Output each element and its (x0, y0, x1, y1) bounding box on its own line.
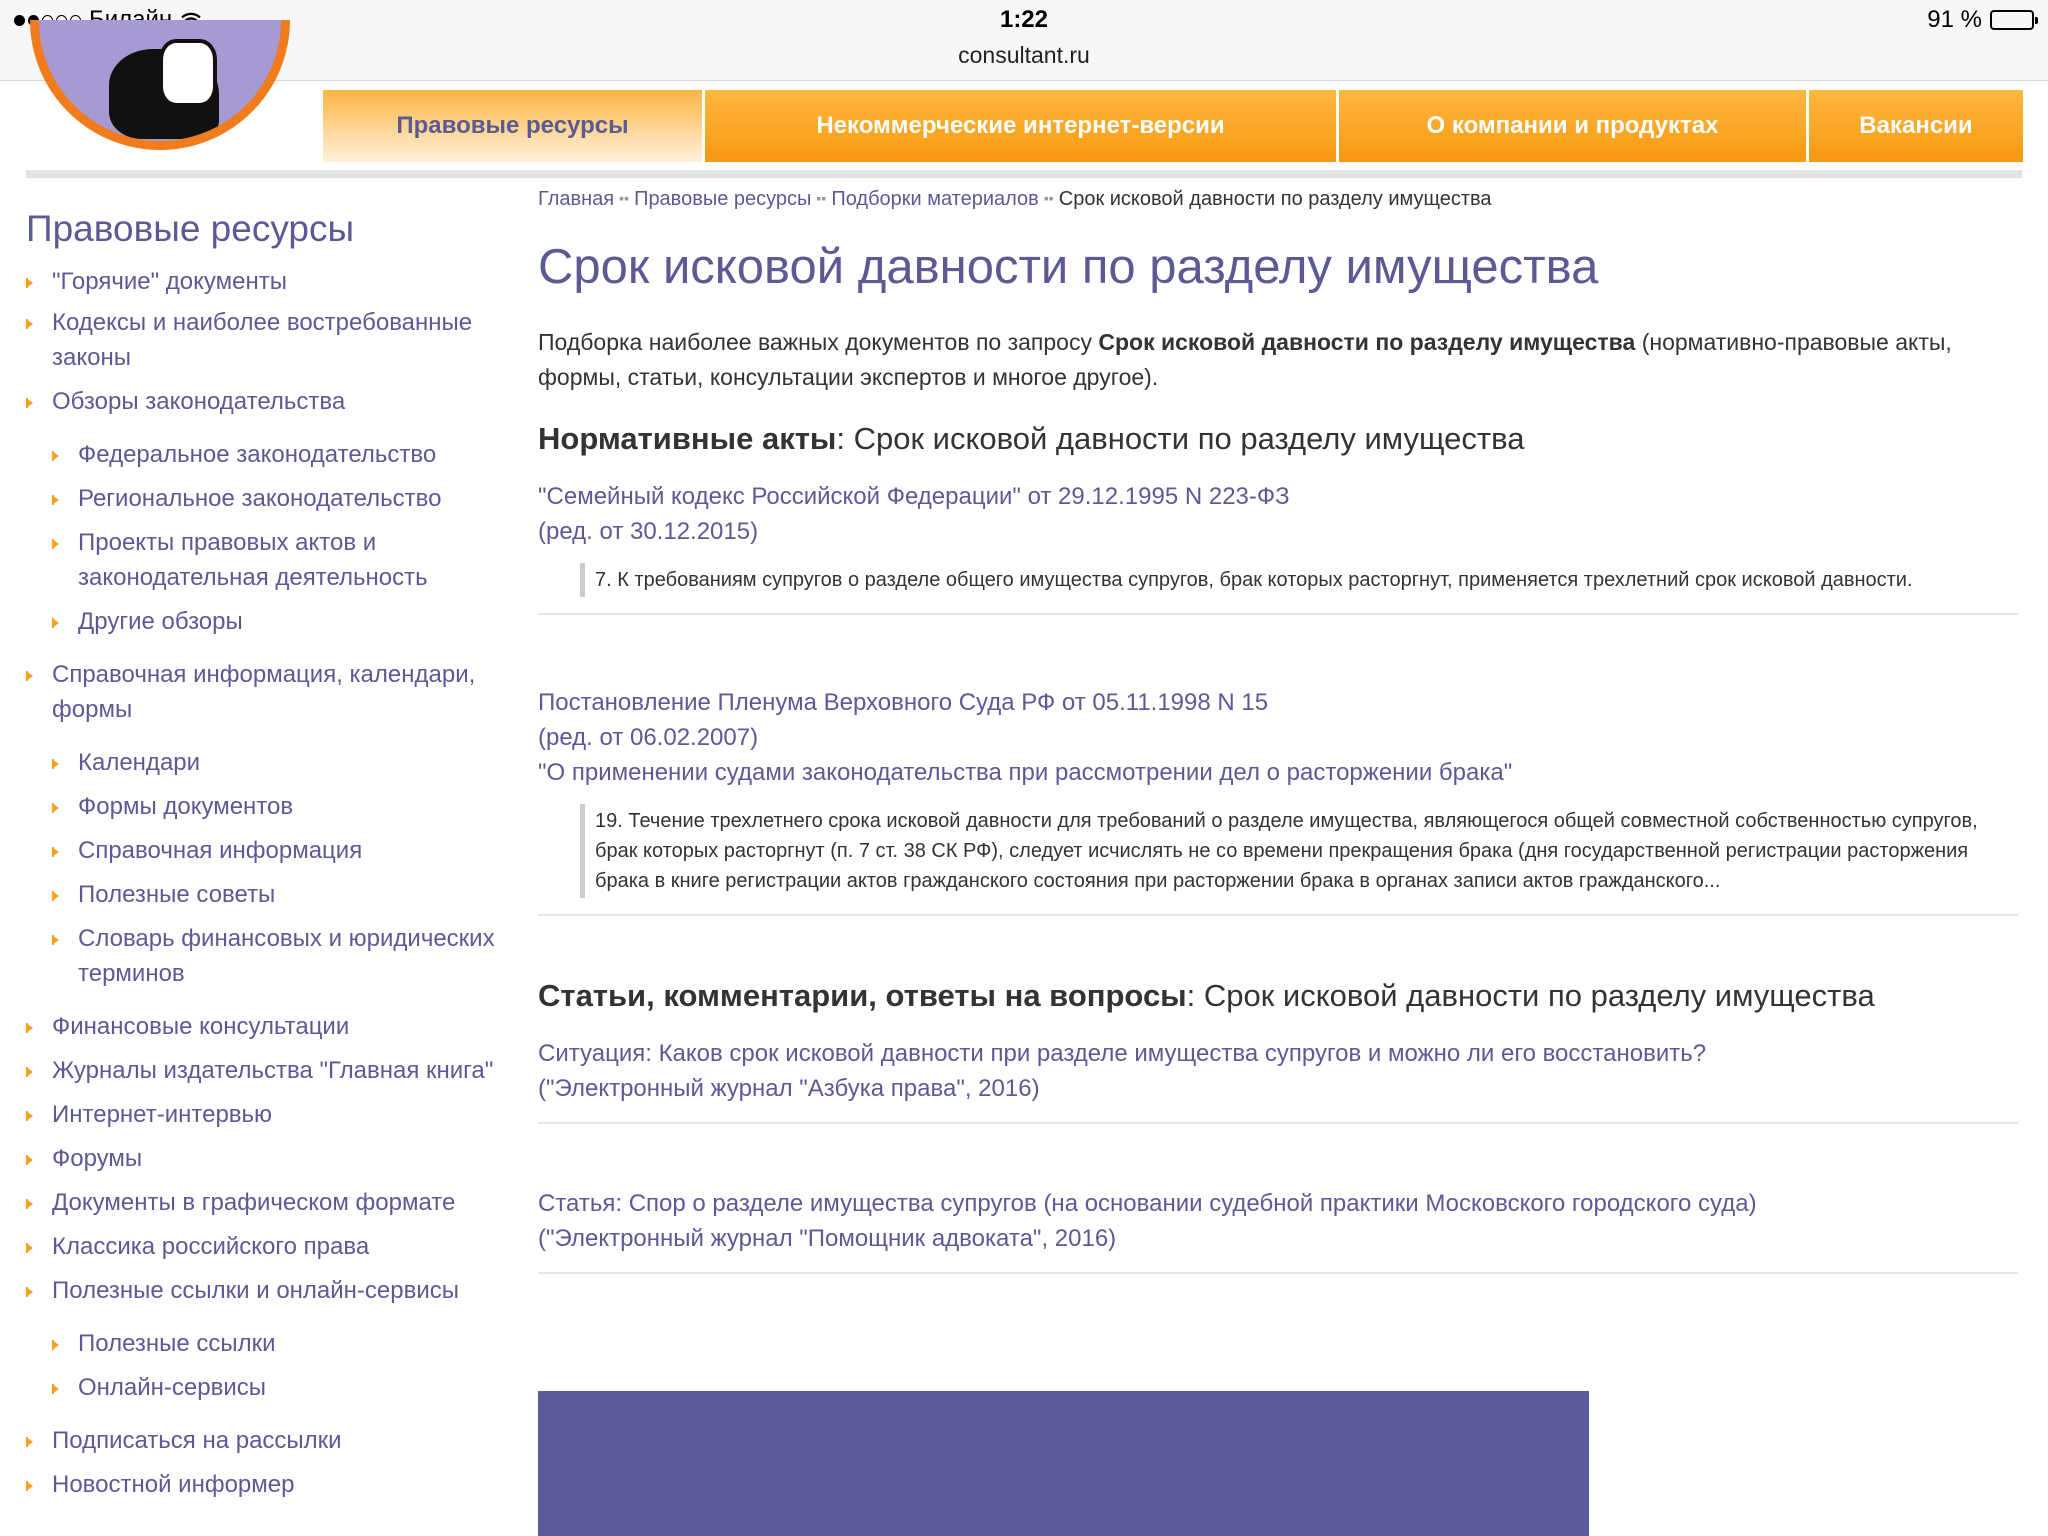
sidebar-item-other-reviews[interactable]: Другие обзоры (26, 604, 506, 639)
bullet-icon (26, 398, 35, 410)
bullet-icon (26, 1287, 35, 1299)
breadcrumb-collections[interactable]: Подборки материалов (831, 188, 1039, 210)
article-item (538, 1036, 2018, 1124)
document-link[interactable]: "О применении судами законодательства при рассмотрении дел о расторжении брака" (538, 759, 1513, 786)
sidebar-item-hot-docs[interactable]: "Горячие" документы (26, 264, 506, 299)
breadcrumb-home[interactable]: Главная (538, 188, 615, 210)
breadcrumb-current: Срок исковой давности по разделу имущества (1058, 188, 1492, 210)
nav-company-products[interactable]: О компании и продуктах (1339, 90, 1809, 162)
bullet-icon (52, 891, 61, 903)
bullet-icon (52, 803, 61, 815)
document-excerpt: 19. Течение трехлетнего срока исковой давности для требований о разделе имущества, являющегося общей совместной собственностью супругов, брак которых расторгнут (п. 7 ст. 38 СК РФ), следует исчислять не со времени прекращения брака (дня государственной регистрации расторжения брака в книге регистрации актов гражданского состояния при расторжении брака в органах записи актов гражданского... (580, 804, 2018, 898)
bullet-icon (26, 1067, 35, 1079)
document-item (538, 685, 2018, 916)
sidebar-item-federal[interactable]: Федеральное законодательство (26, 437, 506, 472)
divider (538, 613, 2018, 615)
sidebar-item-classics[interactable]: Классика российского права (26, 1229, 506, 1264)
nav-vacancies[interactable]: Вакансии (1809, 90, 2023, 162)
bullet-icon (26, 1199, 35, 1211)
sidebar-item-interviews[interactable]: Интернет-интервью (26, 1097, 506, 1132)
breadcrumb-separator-icon: ▪▪ (619, 190, 630, 206)
battery-percent: 91 % (1927, 6, 1982, 33)
bullet-icon (52, 935, 61, 947)
sidebar-item-journals[interactable]: Журналы издательства "Главная книга" (26, 1053, 506, 1088)
article-link[interactable]: ("Электронный журнал "Помощник адвоката", 2016) (538, 1225, 1117, 1252)
sidebar-item-glossary[interactable]: Словарь финансовых и юридических терминов (26, 921, 506, 991)
section-heading-articles: Статьи, комментарии, ответы на вопросы: Срок исковой давности по разделу имущества (538, 978, 1875, 1013)
sidebar-title: Правовые ресурсы (26, 208, 355, 249)
nav-noncommercial-versions[interactable]: Некоммерческие интернет-версии (705, 90, 1339, 162)
bullet-icon (52, 1384, 61, 1396)
sidebar-item-financial-consult[interactable]: Финансовые консультации (26, 1009, 506, 1044)
sidebar-item-reference-info[interactable]: Справочная информация, календари, формы (26, 657, 506, 727)
sidebar-menu (26, 264, 506, 1502)
bullet-icon (52, 847, 61, 859)
article-item (538, 1186, 2018, 1274)
bullet-icon (52, 1340, 61, 1352)
breadcrumb-separator-icon: ▪▪ (1043, 190, 1054, 206)
breadcrumb-separator-icon: ▪▪ (816, 190, 827, 206)
bullet-icon (26, 1437, 35, 1449)
header-divider (26, 170, 2022, 178)
bullet-icon (52, 451, 61, 463)
battery-info (1927, 6, 2034, 34)
sidebar-item-regional[interactable]: Региональное законодательство (26, 481, 506, 516)
document-link[interactable]: (ред. от 06.02.2007) (538, 724, 759, 751)
sidebar-item-document-forms[interactable]: Формы документов (26, 789, 506, 824)
divider (538, 1272, 2018, 1274)
intro-text: Подборка наиболее важных документов по запросу Срок исковой давности по разделу имущества (нормативно-правовые акты, формы, статьи, консультации экспертов и многое другое). (538, 329, 1952, 390)
nav-legal-resources[interactable]: Правовые ресурсы (323, 90, 705, 162)
section-heading-acts: Нормативные акты: Срок исковой давности по разделу имущества (538, 421, 1525, 456)
bullet-icon (26, 1481, 35, 1493)
sidebar-item-useful-links[interactable]: Полезные ссылки (26, 1326, 506, 1361)
bullet-icon (52, 539, 61, 551)
document-excerpt: 7. К требованиям супругов о разделе общего имущества супругов, брак которых расторгнут, применяется трехлетний срок исковой давности. (580, 563, 2018, 597)
sidebar (26, 208, 506, 1502)
sidebar-item-reference[interactable]: Справочная информация (26, 833, 506, 868)
promo-banner[interactable] (538, 1391, 1589, 1536)
bullet-icon (26, 1111, 35, 1123)
sidebar-item-subscribe[interactable]: Подписаться на рассылки (26, 1423, 506, 1458)
logo-emblem (30, 20, 290, 150)
page-title: Срок исковой давности по разделу имущества (538, 240, 1599, 294)
sidebar-item-useful-tips[interactable]: Полезные советы (26, 877, 506, 912)
document-link[interactable]: (ред. от 30.12.2015) (538, 518, 759, 545)
clock: 1:22 (999, 6, 1049, 33)
breadcrumb-legal-resources[interactable]: Правовые ресурсы (634, 188, 812, 210)
bullet-icon (26, 1023, 35, 1035)
document-link[interactable]: "Семейный кодекс Российской Федерации" от 29.12.1995 N 223-ФЗ (538, 483, 1290, 510)
bullet-icon (52, 618, 61, 630)
article-link[interactable]: Ситуация: Каков срок исковой давности при разделе имущества супругов и можно ли его восстановить? (538, 1040, 1707, 1067)
sidebar-item-news-informer[interactable]: Новостной информер (26, 1467, 506, 1502)
sidebar-item-graphic-docs[interactable]: Документы в графическом формате (26, 1185, 506, 1220)
bullet-icon (26, 1243, 35, 1255)
sidebar-item-draft-acts[interactable]: Проекты правовых актов и законодательная деятельность (26, 525, 506, 595)
sidebar-item-links-services[interactable]: Полезные ссылки и онлайн-сервисы (26, 1273, 506, 1308)
sidebar-item-online-services[interactable]: Онлайн-сервисы (26, 1370, 506, 1405)
site-logo[interactable] (30, 20, 290, 156)
top-nav (323, 90, 2023, 162)
article-link[interactable]: Статья: Спор о разделе имущества супругов (на основании судебной практики Московского городского суда) (538, 1190, 1757, 1217)
sidebar-item-calendars[interactable]: Календари (26, 745, 506, 780)
document-item (538, 479, 2018, 615)
article-link[interactable]: ("Электронный журнал "Азбука права", 2016) (538, 1075, 1040, 1102)
ios-status-bar (0, 0, 2048, 81)
bullet-icon (52, 759, 61, 771)
battery-icon (1990, 10, 2034, 30)
bullet-icon (52, 495, 61, 507)
bullet-icon (26, 671, 35, 683)
document-link[interactable]: Постановление Пленума Верховного Суда РФ от 05.11.1998 N 15 (538, 689, 1269, 716)
breadcrumb (538, 188, 2018, 211)
bullet-icon (26, 1155, 35, 1167)
sidebar-item-forums[interactable]: Форумы (26, 1141, 506, 1176)
sidebar-item-codes[interactable]: Кодексы и наиболее востребованные законы (26, 305, 506, 375)
divider (538, 914, 2018, 916)
main-content (538, 188, 2018, 1274)
bullet-icon (26, 278, 35, 290)
divider (538, 1122, 2018, 1124)
bullet-icon (26, 319, 35, 331)
sidebar-item-legislation-reviews[interactable]: Обзоры законодательства (26, 384, 506, 419)
address-bar[interactable]: consultant.ru (958, 42, 1090, 68)
